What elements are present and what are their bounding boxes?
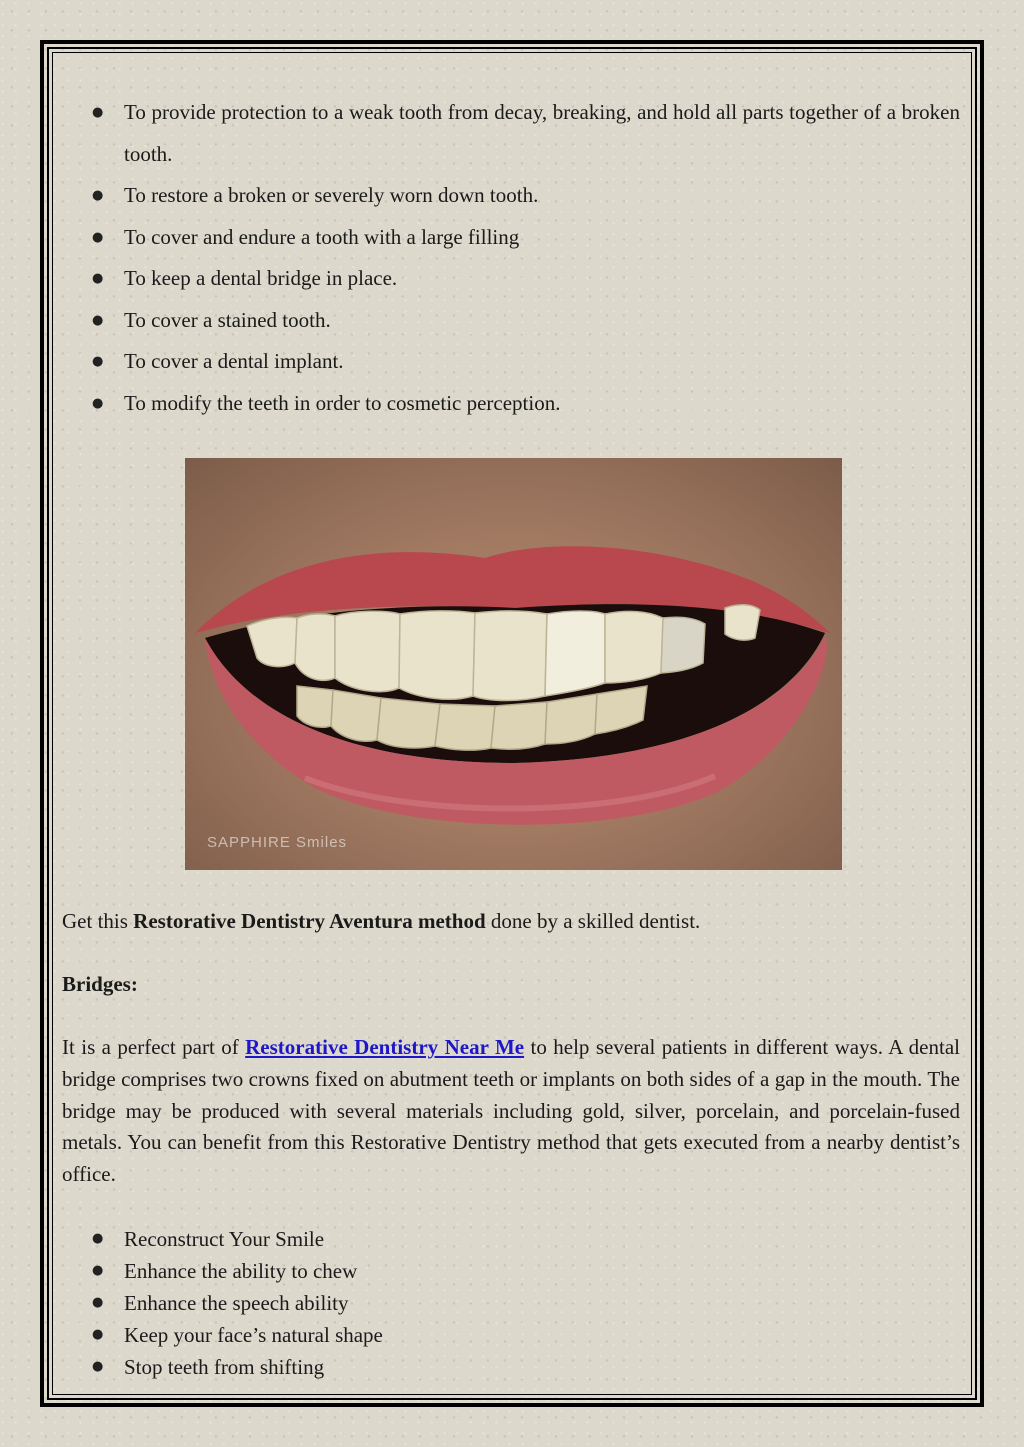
bridges-prefix: It is a perfect part of — [62, 1035, 246, 1059]
bridge-benefits-list — [62, 1223, 960, 1383]
list-item: ● Enhance the speech ability — [62, 1287, 960, 1319]
list-item: ● To cover a stained tooth. — [62, 300, 960, 342]
list-item: ● Stop teeth from shifting — [62, 1351, 960, 1383]
list-item: ● To cover a dental implant. — [62, 341, 960, 383]
intro-suffix: done by a skilled dentist. — [485, 909, 701, 933]
bridges-suffix: to help several patients in different ways. A dental bridge comprises two crowns fixed on abutment teeth or implants on both sides of a gap in the mouth. The bridge may be produced with several materials including gold, silver, porcelain, and porcelain-fused metals. You can benefit from this Restorative Dentistry method that gets executed from a nearby dentist’s office. — [62, 1035, 960, 1187]
list-item: ● To keep a dental bridge in place. — [62, 258, 960, 300]
intro-paragraph — [62, 906, 960, 936]
list-item: ● To provide protection to a weak tooth from decay, breaking, and hold all parts together of a broken tooth. — [62, 92, 960, 175]
crown-uses-list — [62, 92, 960, 424]
smile-teeth-photo — [185, 458, 842, 870]
bridges-paragraph — [62, 1032, 960, 1191]
list-item: ● To cover and endure a tooth with a large filling — [62, 217, 960, 259]
intro-prefix: Get this — [62, 909, 134, 933]
list-item: ● To modify the teeth in order to cosmetic perception. — [62, 383, 960, 425]
list-item: ● Enhance the ability to chew — [62, 1255, 960, 1287]
intro-bold-phrase: Restorative Dentistry Aventura method — [133, 909, 486, 933]
restorative-dentistry-link[interactable]: Restorative Dentistry Near Me — [245, 1035, 525, 1059]
smile-illustration — [185, 458, 842, 870]
list-item: ● Keep your face’s natural shape — [62, 1319, 960, 1351]
list-item: ● Reconstruct Your Smile — [62, 1223, 960, 1255]
bridges-heading: Bridges: — [62, 972, 138, 996]
list-item: ● To restore a broken or severely worn down tooth. — [62, 175, 960, 217]
photo-watermark: SAPPHIRE Smiles — [207, 834, 348, 851]
